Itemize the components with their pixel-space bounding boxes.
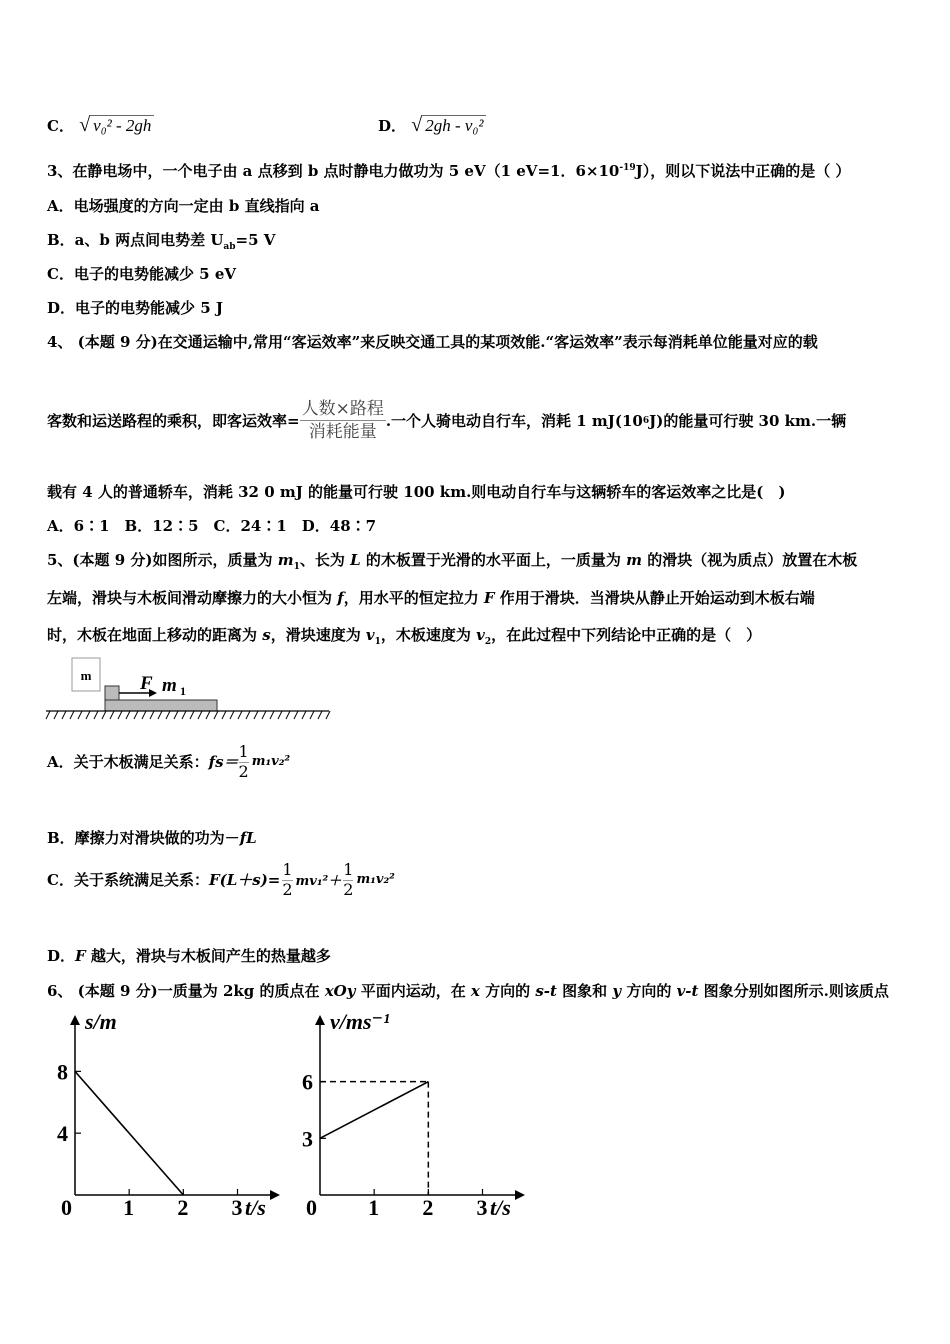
st-chart-x-arrow xyxy=(270,1190,280,1200)
vt-chart-ylabel: v/ms⁻¹ xyxy=(330,1010,390,1034)
q5-line1: 5、(本题 9 分)如图所示，质量为 $m_1$、长为 L 的木板置于光滑的水平面上，一质量为 m 的滑块（视为质点）放置在木板 xyxy=(47,551,858,572)
q3-option-b: B．a、b 两点间电势差 $U_{ab}=5$ V xyxy=(47,231,276,252)
q5-figure xyxy=(44,655,334,725)
q2-option-c-label: C． xyxy=(47,117,74,135)
q3-option-a: A．电场强度的方向一定由 b 直线指向 a xyxy=(47,197,320,215)
vt-chart-xtick-label: 0 xyxy=(306,1195,317,1220)
q4-line1: 4、 (本题 9 分)在交通运输中,常用“客运效率”来反映交通工具的某项效能.“客运效率”表示每消耗单位能量对应的载 xyxy=(47,333,818,351)
st-chart-ytick-label: 8 xyxy=(57,1059,68,1085)
q5-line3: 时，木板在地面上移动的距离为 s，滑块速度为 $v_1$，木板速度为 $v_2$，在此过程中下列结论中正确的是（ ） xyxy=(47,626,762,647)
q2-option-c xyxy=(47,114,154,137)
q5-figure-board xyxy=(105,700,217,711)
st-chart-series-line xyxy=(75,1071,183,1195)
st-chart-xtick-label: 0 xyxy=(61,1195,72,1220)
q5-option-b: B．摩擦力对滑块做的功为－fL xyxy=(47,829,257,847)
st-chart-ytick-label: 4 xyxy=(57,1121,68,1147)
q5-figure-board-sub: 1 xyxy=(180,684,186,698)
q5-figure-slider xyxy=(105,686,119,700)
q3-option-c: C．电子的电势能减少 5 eV xyxy=(47,265,237,283)
q5-figure-force-label: F xyxy=(140,673,153,694)
q4-line2: 客数和运送路程的乘积，即客运效率= $\frac{\text{人数×路程}}{\text{消耗能量}}$ .一个人骑电动自行车，消耗 1 mJ(10 6 J)的能量可行驶 30 km.一辆 xyxy=(47,399,847,442)
st-chart-xtick-label: 1 xyxy=(123,1195,135,1220)
q4-efficiency-fraction: $\frac{\text{人数×路程}}{\text{消耗能量}}$ xyxy=(301,399,384,442)
q4-options: A．6∶1 B．12∶5 C．24∶1 D．48∶7 xyxy=(47,517,377,535)
st-chart-xlabel: t/s xyxy=(245,1195,266,1220)
q2-option-d xyxy=(378,114,486,137)
vt-chart-xlabel: t/s xyxy=(490,1195,511,1220)
q5-figure-block-label: m xyxy=(80,668,92,683)
st-chart-xtick-label: 3 xyxy=(231,1195,243,1220)
vt-chart-xtick-label: 1 xyxy=(368,1195,380,1220)
q5-figure-ground-hatch xyxy=(46,711,330,719)
q5-option-c: C．关于系统满足关系： F(L＋s)= 1 2 mv₁²＋ 1 2 m₁v₂² xyxy=(47,860,395,899)
vt-chart-xtick-label: 2 xyxy=(422,1195,434,1220)
q5-option-a: A．关于木板满足关系： fs＝ 1 2 m₁v₂² xyxy=(47,742,291,781)
q6-vt-chart xyxy=(285,1010,525,1225)
vt-chart-y-arrow xyxy=(315,1015,325,1025)
q2-option-c-expr: √ v₀² - 2gh xyxy=(79,114,154,137)
q5-option-d: D．F 越大，滑块与木板间产生的热量越多 xyxy=(47,947,331,965)
st-chart-xtick-label: 2 xyxy=(177,1195,189,1220)
q6-st-chart xyxy=(40,1010,280,1225)
st-chart-y-arrow xyxy=(70,1015,80,1025)
vt-chart-series-line xyxy=(320,1082,428,1139)
q2-option-d-label: D． xyxy=(378,117,407,135)
q6-line1: 6、 (本题 9 分)一质量为 2kg 的质点在 xOy 平面内运动，在 x 方向的 s-t 图象和 y 方向的 v-t 图象分别如图所示.则该质点 xyxy=(47,982,889,1000)
q5-figure-board-label: m xyxy=(162,675,177,696)
vt-chart-xtick-label: 3 xyxy=(476,1195,488,1220)
vt-chart-ytick-label: 3 xyxy=(302,1126,313,1152)
vt-chart-x-arrow xyxy=(515,1190,525,1200)
q4-line3: 载有 4 人的普通轿车，消耗 32 0 mJ 的能量可行驶 100 km.则电动自行车与这辆轿车的客运效率之比是( ) xyxy=(47,483,786,501)
vt-chart-ytick-label: 6 xyxy=(302,1069,313,1095)
q3-stem: 3、在静电场中，一个电子由 a 点移到 b 点时静电力做功为 5 eV（1 eV=1．$6\times 10^{-19}J$），则以下说法中正确的是（ ） xyxy=(47,162,851,180)
q2-option-d-expr: √ 2gh - v₀² xyxy=(411,114,486,137)
q5-line2: 左端，滑块与木板间滑动摩擦力的大小恒为 f，用水平的恒定拉力 F 作用于滑块．当滑块从静止开始运动到木板右端 xyxy=(47,589,815,607)
st-chart-ylabel: s/m xyxy=(85,1010,117,1034)
q5-option-a-half: 1 2 xyxy=(238,742,249,781)
q3-option-d: D．电子的电势能减少 5 J xyxy=(47,299,223,317)
